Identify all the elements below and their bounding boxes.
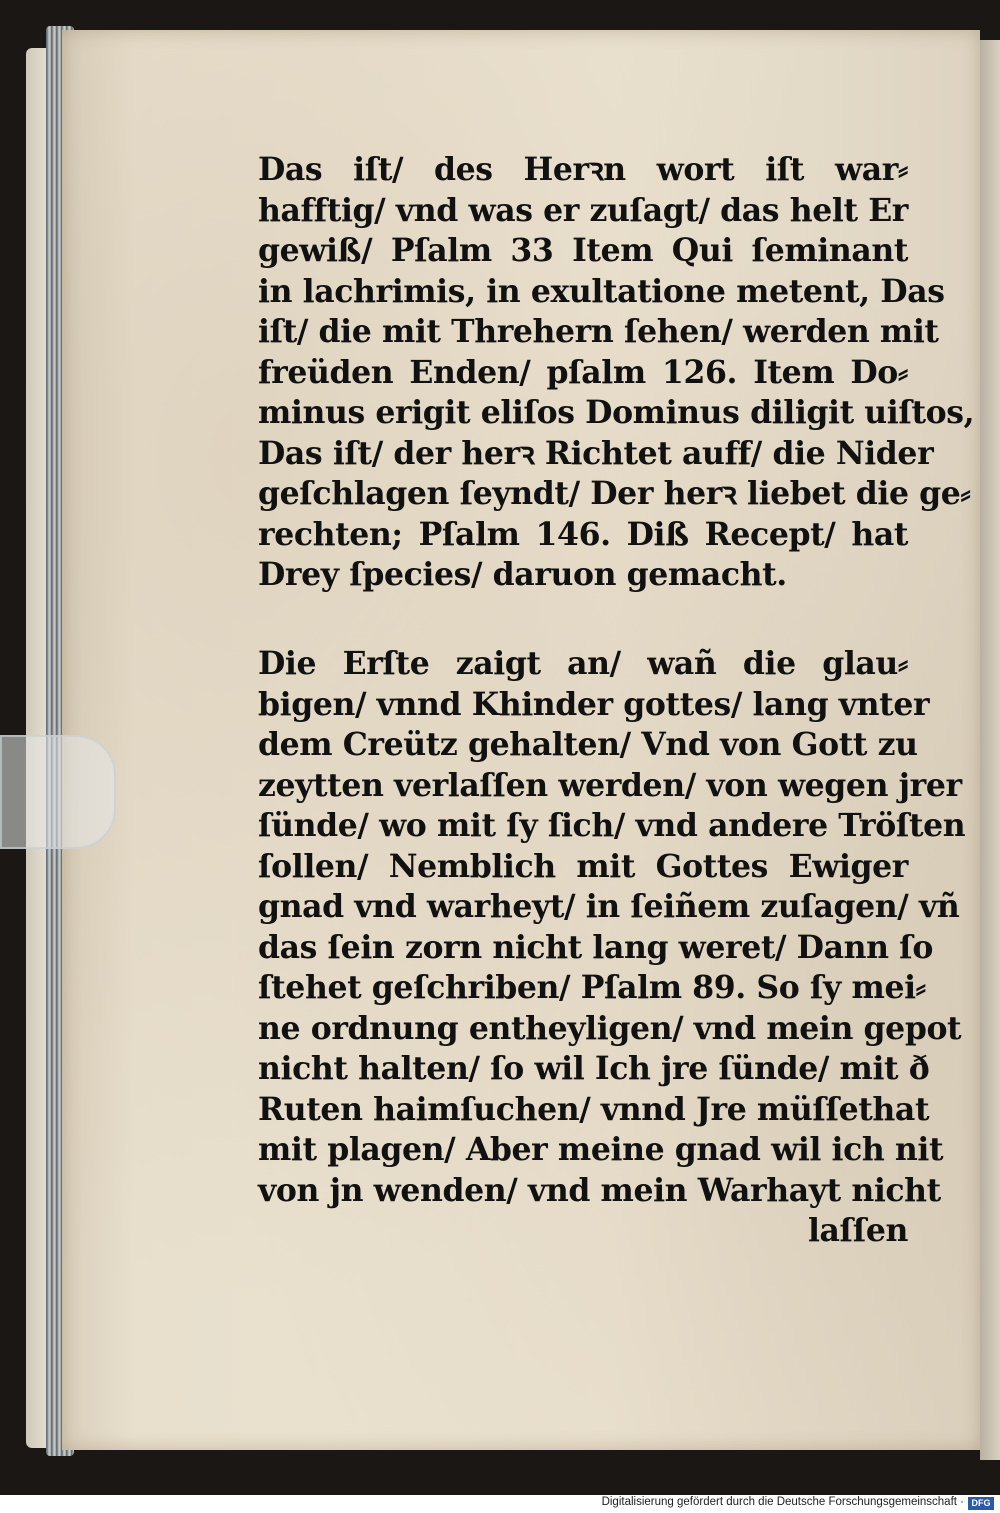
text-line: iſt/ die mit Threhern ſehen/ werden mit (258, 313, 939, 350)
text-line: rechten; Pſalm 146. Diß Recept/ hat (258, 515, 908, 553)
text-line: Das iſt/ der herꝛ Richtet auff/ die Nider (258, 434, 934, 472)
text-line: Die Erſte zaigt an/ wañ die glau⸗ (258, 645, 908, 682)
text-line: freüden Enden/ pſalm 126. Item Do⸗ (258, 353, 908, 391)
dfg-logo-icon: DFG (968, 1497, 994, 1510)
text-line: mit plagen/ Aber meine gnad wil ich nit (258, 1131, 944, 1168)
text-line: gewiß/ Pſalm 33 Item Qui ſeminant (258, 232, 908, 269)
text-line: nicht halten/ ſo wil Ich jre ſünde/ mit ð (258, 1050, 930, 1087)
text-line: Drey ſpecies/ daruon gemacht. (258, 556, 787, 593)
text-line: ſtehet geſchriben/ Pſalm 89. So ſy mei⸗ (258, 969, 926, 1006)
text-line: Das iſt/ des Herꝛn wort iſt war⸗ (258, 151, 908, 188)
text-line: minus erigit eliſos Dominus diligit uiſtos, (258, 394, 975, 431)
text-line: zeytten verlaſſen werden/ von wegen jrer (258, 766, 962, 804)
text-line: ne ordnung entheyligen/ vnd mein gepot (258, 1009, 962, 1047)
footer-credit: Digitalisierung gefördert durch die Deutsche Forschungsgemeinschaft · (601, 1496, 964, 1508)
paragraph-1 (258, 150, 975, 596)
book-clasp-tab (0, 735, 116, 849)
text-line: von jn wenden/ vnd mein Warhayt nicht (258, 1171, 941, 1209)
text-line: geſchlagen ſeyndt/ Der herꝛ liebet die ge⸗ (258, 475, 971, 512)
text-line: in lachrimis, in exultatione metent, Das (258, 272, 945, 310)
text-line: ſünde/ wo mit ſy ſich/ vnd andere Tröſten (258, 807, 966, 844)
text-line: hafftig/ vnd was er zuſagt/ das helt Er (258, 191, 908, 229)
footer-bar (0, 1495, 1000, 1513)
text-line: ſollen/ Nemblich mit Gottes Ewiger (258, 847, 908, 885)
text-line: gnad vnd warheyt/ in ſeiñem zuſagen/ vñ (258, 888, 960, 925)
text-line: dem Creütz gehalten/ Vnd von Gott zu (258, 726, 918, 763)
text-line: bigen/ vnnd Khinder gottes/ lang vnter (258, 685, 930, 723)
text-line: das ſein zorn nicht lang weret/ Dann ſo (258, 928, 933, 966)
text-line: Ruten haimſuchen/ vnnd Jre müſſethat (258, 1090, 930, 1128)
catchword: laſſen (807, 1212, 908, 1249)
paragraph-2 (258, 644, 966, 1252)
right-leaf-edge (980, 40, 1000, 1460)
